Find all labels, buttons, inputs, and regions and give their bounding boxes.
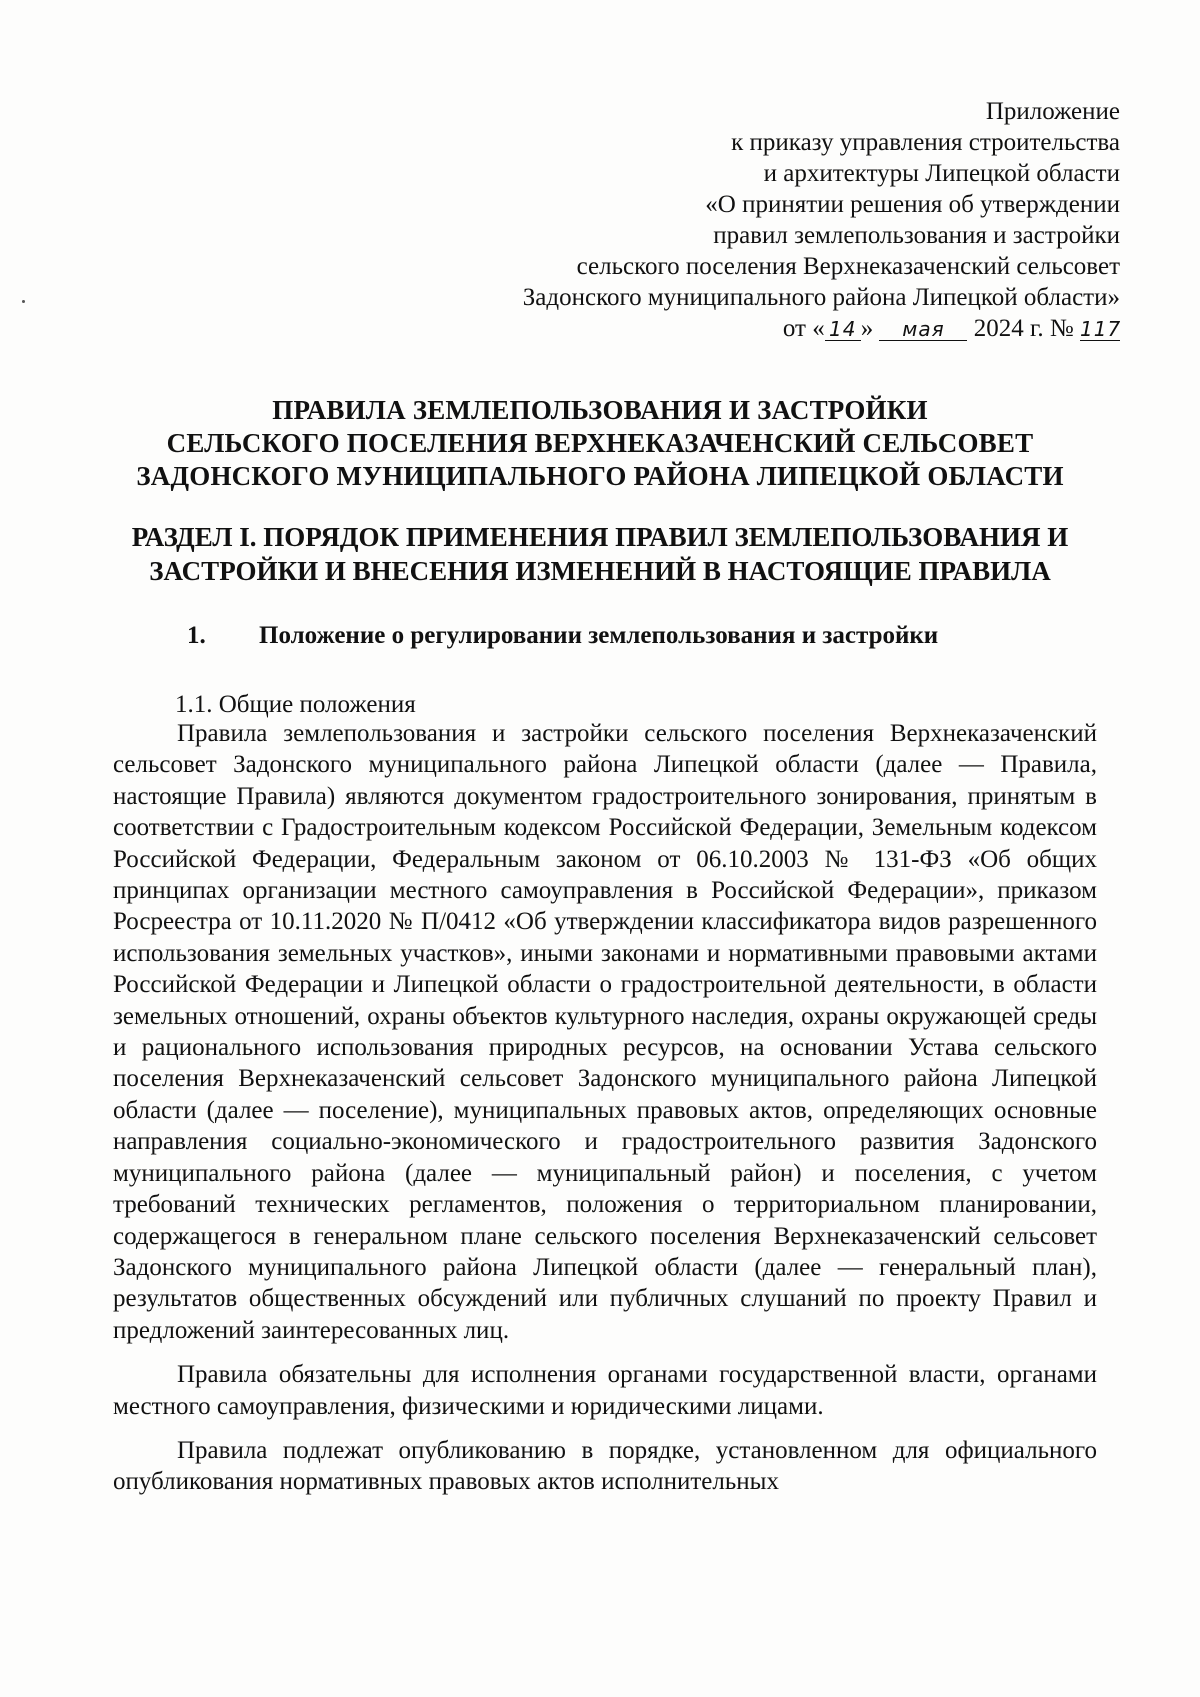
- appendix-line: и архитектуры Липецкой области: [763, 160, 1120, 187]
- appendix-block: [360, 96, 1120, 344]
- paragraph: Правила подлежат опубликованию в порядке, установленном для официального опубликования нормативных правовых актов исполнительных: [113, 1436, 1097, 1496]
- date-year: 2024 г. №: [973, 315, 1074, 342]
- appendix-line: Приложение: [985, 98, 1120, 125]
- title-line: ЗАДОНСКОГО МУНИЦИПАЛЬНОГО РАЙОНА ЛИПЕЦКОЙ ОБЛАСТИ: [136, 461, 1064, 491]
- handwritten-day: 14: [825, 318, 861, 341]
- document-title: [100, 394, 1100, 493]
- date-mid: »: [860, 315, 874, 342]
- paragraph: Правила обязательны для исполнения органами государственной власти, органами местного самоуправления, физическими и юридическими лицами.: [113, 1361, 1097, 1420]
- order-date-line: [360, 313, 1120, 344]
- appendix-line: «О принятии решения об утверждении: [705, 191, 1120, 218]
- chapter-heading: [187, 622, 938, 650]
- appendix-line: к приказу управления строительства: [731, 129, 1120, 156]
- paragraph: Правила землепользования и застройки сельского поселения Верхнеказаченский сельсовет Задонского муниципального района Липецкой области (далее — Правила, настоящие Правила) являются документом градостроительного зонирования, принятым в соответствии с Градостроительным кодексом Российской Федерации, Земельным кодексом Российской Федерации, Федеральным законом от 06.10.2003 № 131-ФЗ «Об общих принципах организации местного самоуправления в Российской Федерации», приказом Росреестра от 10.11.2020 № П/0412 «Об утверждении классификатора видов разрешенного использования земельных участков», иными законами и нормативными правовыми актами Российской Федерации и Липецкой области о градостроительной деятельности, в области земельных отношений, охраны объектов культурного наследия, охраны окружающей среды и рационального использования природных ресурсов, на основании Устава сельского поселения Верхнеказаченский сельсовет Задонского муниципального района Липецкой области (далее — поселение), муниципальных правовых актов, определяющих основные направления социально-экономического и градостроительного развития Задонского муниципального района (далее — муниципальный район) и поселения, с учетом требований технических регламентов, положения о территориальном планировании, содержащегося в генеральном плане сельского поселения Верхнеказаченский сельсовет Задонского муниципального района Липецкой области (далее — генеральный план), результатов общественных обсуждений или публичных слушаний по проекту Правил и предложений заинтересованных лиц.: [113, 720, 1097, 1344]
- body-text: [113, 718, 1097, 1498]
- section-line: РАЗДЕЛ I. ПОРЯДОК ПРИМЕНЕНИЯ ПРАВИЛ ЗЕМЛЕПОЛЬЗОВАНИЯ И: [131, 522, 1069, 552]
- chapter-number: 1.: [187, 622, 206, 649]
- chapter-title: Положение о регулировании землепользования и застройки: [259, 622, 939, 649]
- title-line: ПРАВИЛА ЗЕМЛЕПОЛЬЗОВАНИЯ И ЗАСТРОЙКИ: [272, 395, 928, 425]
- subsection-heading: 1.1. Общие положения: [175, 691, 416, 718]
- scan-artifact-dot: [22, 300, 25, 303]
- section-line: ЗАСТРОЙКИ И ВНЕСЕНИЯ ИЗМЕНЕНИЙ В НАСТОЯЩИЕ ПРАВИЛА: [149, 556, 1051, 586]
- appendix-line: сельского поселения Верхнеказаченский сельсовет: [576, 253, 1120, 280]
- handwritten-month: мая: [879, 318, 967, 341]
- section-heading: [100, 520, 1100, 588]
- appendix-line: Задонского муниципального района Липецкой области»: [522, 284, 1120, 311]
- date-prefix: от «: [782, 315, 825, 342]
- appendix-line: правил землепользования и застройки: [713, 222, 1120, 249]
- title-line: СЕЛЬСКОГО ПОСЕЛЕНИЯ ВЕРХНЕКАЗАЧЕНСКИЙ СЕЛЬСОВЕТ: [166, 428, 1034, 458]
- handwritten-order-number: 117: [1080, 317, 1122, 341]
